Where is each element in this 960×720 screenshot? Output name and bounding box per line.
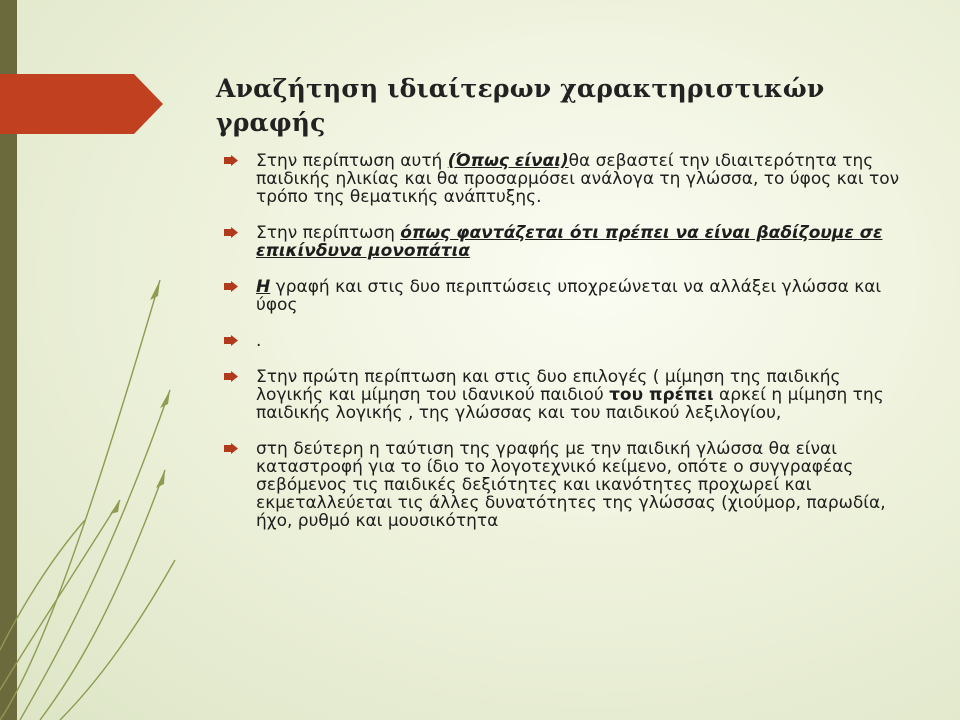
arrow-right-icon: [224, 281, 238, 292]
accent-arrow-tab: [0, 74, 163, 134]
bullet-text-run: γραφή και στις δυο περιπτώσεις υποχρεώνεται να αλλάξει γλώσσα και ύφος: [256, 277, 882, 315]
bullet-text-run: .: [256, 331, 262, 351]
arrow-right-icon: [224, 443, 238, 454]
bullet-item: [224, 224, 904, 260]
arrow-right-icon: [224, 335, 238, 346]
bullet-item: [224, 278, 904, 314]
bullet-text-run: Η: [256, 277, 271, 297]
bullet-item: [224, 332, 904, 350]
bullet-text-run: του πρέπει: [609, 385, 714, 405]
arrow-right-icon: [224, 155, 238, 166]
bullet-text-run: θα σεβαστεί την ιδιαιτερότητα της παιδικής ηλικίας και θα προσαρμόσει ανάλογα τη γλώσσα, το ύφος και τον τρόπο της θεματικής ανάπτυξης.: [256, 151, 900, 207]
slide-title: Αναζήτηση ιδιαίτερων χαρακτηριστικών γραφής: [216, 74, 825, 137]
bullet-text-run: Στην περίπτωση: [256, 223, 401, 243]
bullet-item: [224, 152, 904, 206]
bullet-list: [224, 152, 904, 548]
bullet-text-run: Στην περίπτωση αυτή: [256, 151, 448, 171]
bullet-item: [224, 440, 904, 530]
arrow-right-icon: [224, 227, 238, 238]
bullet-text-run: αρκεί η μίμηση της παιδικής λογικής , της γλώσσας και του παιδικού λεξιλογίου,: [256, 385, 884, 423]
bullet-text-run: στη δεύτερη η ταύτιση της γραφής με την παιδική γλώσσα θα είναι καταστροφή για το ίδιο το λογοτεχνικό κείμενο, οπότε ο συγγραφέας σεβόμενος τις παιδικές δεξιότητες και ικανότητες προχωρεί και εκμεταλλεύεται τις άλλες δυνατότητες της γλώσσας (χιούμορ, παρωδία, ήχο, ρυθμό και μουσικότητα: [256, 439, 886, 531]
bullet-text-run: Στην πρώτη περίπτωση και στις δυο επιλογές ( μίμηση της παιδικής λογικής και μίμηση του ιδανικού παιδιού: [256, 367, 841, 405]
arrow-right-icon: [224, 371, 238, 382]
bullet-item: [224, 368, 904, 422]
bullet-text-run: όπως φαντάζεται ότι πρέπει να είναι βαδίζουμε σε επικίνδυνα μονοπάτια: [256, 223, 883, 261]
bullet-text-run: (Όπως είναι): [447, 151, 569, 171]
